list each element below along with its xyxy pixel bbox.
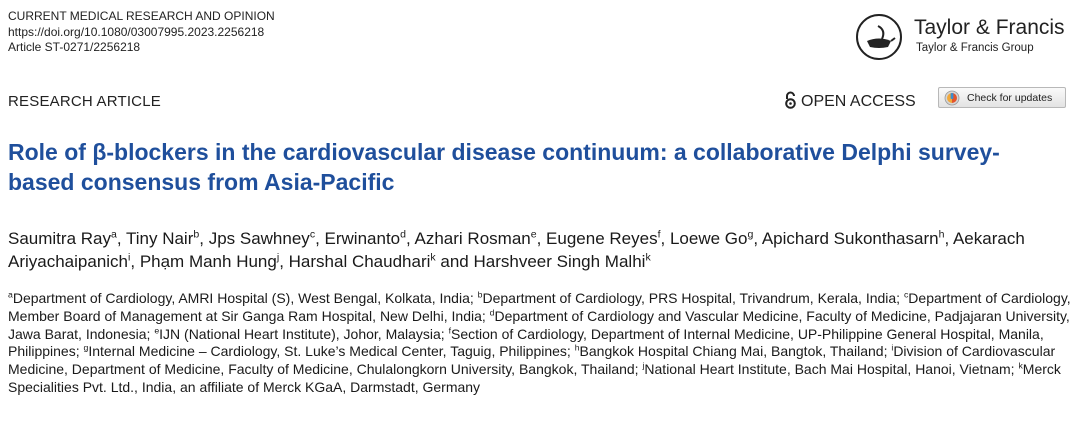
affiliation-mark: h xyxy=(574,342,580,353)
affiliation-text: Division of Cardiovascular Medicine, Department of Medicine, Faculty of Medicine, Chulalongkorn University, Bangkok, Thailand; xyxy=(8,343,1056,378)
affiliation-text: Bangkok Hospital Chiang Mai, Bangtok, Thailand; xyxy=(579,343,892,360)
author-name[interactable]: Erwinanto xyxy=(324,229,401,248)
author-name[interactable]: Aekarach Ariyachaipanich xyxy=(8,229,1025,271)
publisher-group: Taylor & Francis Group xyxy=(916,42,1034,54)
check-updates-button[interactable] xyxy=(938,87,1066,108)
affiliation-mark: f xyxy=(448,324,452,335)
crossmark-icon xyxy=(944,90,960,106)
author-name[interactable]: Phạm Manh Hung xyxy=(139,252,277,271)
author-name[interactable]: Tiny Nair xyxy=(125,229,194,248)
open-lock-icon xyxy=(784,91,797,109)
author-name[interactable]: Eugene Reyes xyxy=(546,229,658,248)
affiliation-list xyxy=(8,290,1072,397)
article-title: Role of β-blockers in the cardiovascular disease continuum: a collaborative Delphi survey-based consensus from Asia-Pacific xyxy=(8,139,1000,195)
author-separator: , xyxy=(116,229,126,248)
affiliation-mark: g xyxy=(83,342,89,353)
author-name[interactable]: Azhari Rosman xyxy=(414,229,531,248)
author-affiliation-mark[interactable]: k xyxy=(645,251,651,264)
author-separator: , xyxy=(279,252,289,271)
affiliation-mark: k xyxy=(1018,360,1023,371)
doi-link[interactable]: https://doi.org/10.1080/03007995.2023.2256218 xyxy=(8,24,265,39)
affiliation-mark: a xyxy=(8,289,13,300)
author-affiliation-mark[interactable]: g xyxy=(747,228,754,241)
author-name[interactable]: Harshveer Singh Malhi xyxy=(473,252,646,271)
author-affiliation-mark[interactable]: c xyxy=(309,228,316,241)
author-affiliation-mark[interactable]: f xyxy=(657,228,661,241)
author-affiliation-mark[interactable]: e xyxy=(530,228,537,241)
author-name[interactable]: Loewe Go xyxy=(669,229,748,248)
publisher-name: Taylor & Francis xyxy=(914,16,1065,39)
author-name[interactable]: Apichard Sukonthasarn xyxy=(761,229,939,248)
author-separator: , xyxy=(130,252,140,271)
affiliation-mark: e xyxy=(154,324,160,335)
author-separator: , xyxy=(536,229,547,248)
affiliation-mark: i xyxy=(891,342,894,353)
affiliation-text: IJN (National Heart Institute), Johor, Malaysia; xyxy=(159,325,449,342)
author-affiliation-mark[interactable]: b xyxy=(193,228,200,241)
author-affiliation-mark[interactable]: i xyxy=(128,251,131,264)
affiliation-mark: j xyxy=(642,360,645,371)
author-affiliation-mark[interactable]: d xyxy=(400,228,406,241)
author-name[interactable]: Saumitra Ray xyxy=(8,229,111,248)
author-separator: and xyxy=(435,252,474,271)
affiliation-mark: c xyxy=(903,289,909,300)
article-type: RESEARCH ARTICLE xyxy=(8,93,161,110)
author-name[interactable]: Harshal Chaudhari xyxy=(288,252,431,271)
author-separator: , xyxy=(660,229,670,248)
check-updates-label: Check for updates xyxy=(967,92,1053,104)
author-separator: , xyxy=(944,229,953,248)
journal-name: CURRENT MEDICAL RESEARCH AND OPINION xyxy=(8,9,275,23)
affiliation-text: Merck Specialities Pvt. Ltd., India, an affiliate of Merck KGaA, Darmstadt, Germany xyxy=(8,361,1061,395)
affiliation-text: Department of Cardiology, PRS Hospital, Trivandrum, Kerala, India; xyxy=(482,290,904,306)
open-access-badge xyxy=(784,91,916,111)
affiliation-mark: b xyxy=(477,289,483,300)
author-separator: , xyxy=(315,229,325,248)
author-affiliation-mark[interactable]: a xyxy=(110,228,117,241)
affiliation-text: Internal Medicine – Cardiology, St. Luke’s Medical Center, Taguig, Philippines; xyxy=(88,343,575,360)
author-separator: , xyxy=(753,229,762,248)
lamp-logo-icon xyxy=(856,14,902,60)
affiliation-text: Department of Cardiology and Vascular Medicine, Faculty of Medicine, Padjajaran University, Jawa Barat, Indonesia; xyxy=(8,307,1070,342)
author-separator: , xyxy=(406,229,415,248)
author-name[interactable]: Jps Sawhney xyxy=(208,229,310,248)
author-affiliation-mark[interactable]: j xyxy=(276,251,280,264)
open-access-label: OPEN ACCESS xyxy=(801,93,916,110)
article-id: Article ST-0271/2256218 xyxy=(8,40,141,54)
author-list xyxy=(8,227,1068,273)
author-affiliation-mark[interactable]: h xyxy=(938,228,945,241)
author-separator: , xyxy=(199,229,209,248)
publisher-logo[interactable] xyxy=(856,10,1072,66)
author-affiliation-mark[interactable]: k xyxy=(430,251,436,264)
affiliation-text: Section of Cardiology, Department of Internal Medicine, UP-Philippine General Hospital, Manila, Philippines; xyxy=(8,325,1044,360)
affiliation-mark: d xyxy=(489,307,495,318)
affiliation-text: National Heart Institute, Bach Mai Hospital, Hanoi, Vietnam; xyxy=(644,361,1019,378)
affiliation-text: Department of Cardiology, AMRI Hospital (S), West Bengal, Kolkata, India; xyxy=(12,290,478,306)
journal-info xyxy=(8,9,275,56)
affiliation-text: Department of Cardiology, Member Board of Management at Sir Ganga Ram Hospital, New Delhi, India; xyxy=(8,290,1071,324)
